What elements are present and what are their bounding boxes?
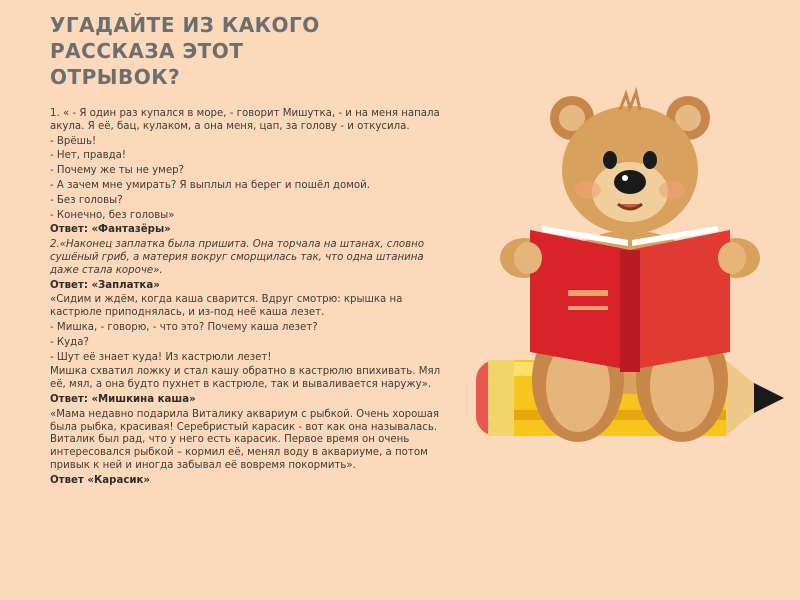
answer-line: Ответ: «Мишкина каша» [50,393,196,405]
title-line: ОТРЫВОК? [50,65,181,89]
passage-paragraph: - Конечно, без головы» [50,209,175,221]
passages-text [50,108,442,488]
passage-paragraph: Мишка схватил ложку и стал кашу обратно в кастрюлю впихивать. Мял её, мял, а она будто пухнет в кастрюле, так и вываливается наружу». [50,366,441,391]
passage-paragraph: «Мама недавно подарила Виталику аквариум с рыбкой. Очень хорошая была рыбка, красивая! Серебристый карасик - вот как она называлась. Виталик был рад, что у него есть карасик. Первое время он очень интересовался рыбкой – кормил её, менял воду в аквариуме, а потом привык к ней и иногда забывал её вовремя покормить». [50,408,440,471]
passage-paragraph: - Мишка, - говорю, - что это? Почему каша лезет? [50,321,318,333]
passage-paragraph: «Сидим и ждём, когда каша сварится. Вдруг смотрю: крышка на кастрюле приподнялась, и из-под неё каша лезет. [50,294,403,319]
answer-line: Ответ: «Фантазёры» [50,224,171,236]
page-title [50,12,380,90]
passage-paragraph: - Шут её знает куда! Из кастрюли лезет! [50,351,272,363]
passage-paragraph: - А зачем мне умирать? Я выплыл на берег и пошёл домой. [50,179,370,191]
answer-line: Ответ «Карасик» [50,474,150,486]
bear-reading-book-icon [470,80,790,480]
passage-paragraph: 2.«Наконец заплатка была пришита. Она торчала на штанах, словно сушёный гриб, а материя вокруг сморщилась так, что одна штанина даже стала короче». [50,239,425,276]
passage-paragraph: 1. « - Я один раз купался в море, - говорит Мишутка, - и на меня напала акула. Я её, бац, кулаком, а она меня, цап, за голову - и откусила. [50,108,440,132]
passage-paragraph: - Куда? [50,336,89,348]
passage-paragraph: - Врёшь! [50,135,97,147]
answer-line: Ответ: «Заплатка» [50,279,160,291]
passage-paragraph: - Без головы? [50,194,123,206]
title-line: РАССКАЗА ЭТОТ [50,39,244,63]
passage-paragraph: - Почему же ты не умер? [50,165,184,177]
title-line: УГАДАЙТЕ ИЗ КАКОГО [50,13,320,37]
passage-paragraph: - Нет, правда! [50,150,126,162]
